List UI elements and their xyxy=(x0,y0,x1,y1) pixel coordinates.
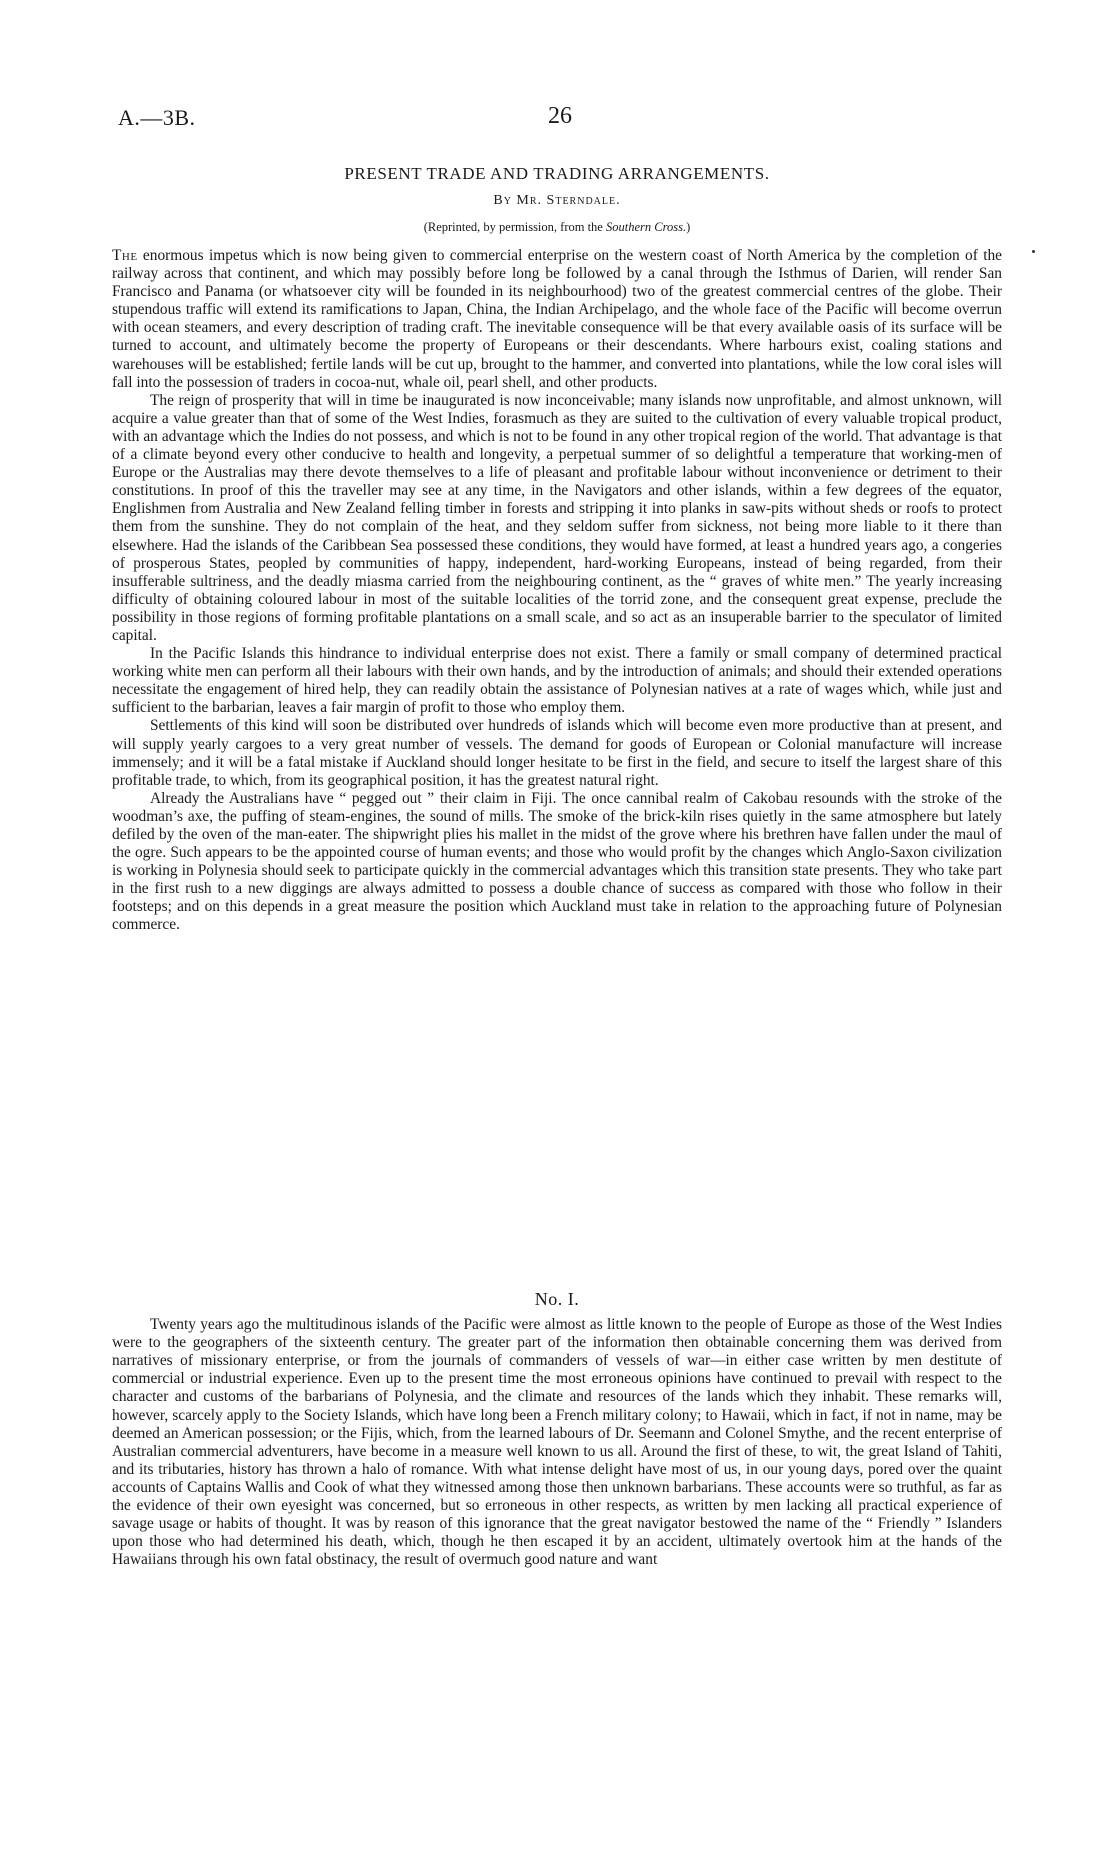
article-title: PRESENT TRADE AND TRADING ARRANGEMENTS. xyxy=(344,164,770,183)
paragraph: Twenty years ago the multitudinous islands of the Pacific were almost as little known to the people of Europe as those of the West Indies were to the geographers of the sixteenth century. The greater part of the information then obtainable concerning them was derived from narratives of missionary enterprise, or from the journals of commanders of vessels of war—in either case written by men destitute of commercial or industrial experience. Even up to the present time the most erroneous opinions have continued to prevail with respect to the character and customs of the barbarians of Polynesia, and the climate and resources of the lands which they inhabit. These remarks will, however, scarcely apply to the Society Islands, which have long been a French military colony; to Hawaii, which in fact, if not in name, may be deemed an American possession; or the Fijis, which, from the learned labours of Dr. Seemann and Colonel Smythe, and the recent enterprise of Australian commercial adventurers, have become in a measure well known to us all. Around the first of these, to wit, the great Island of Tahiti, and its tributaries, history has thrown a halo of romance. With what intense delight have most of us, in our young days, pored over the quaint accounts of Captains Wallis and Cook of what they witnessed among those then unknown barbarians. These accounts were so truthful, as far as the evidence of their own eyesight was concerned, but so erroneous in other respects, as written by men lacking all practical experience of savage usage or habits of thought. It was by reason of this ignorance that the great navigator bestowed the name of the “ Friendly ” Islanders upon those who had determined his death, which, though he then escaped it by an accident, ultimately overtook him at the hands of the Hawaiians through his own fatal obstinacy, the result of overmuch good nature and want xyxy=(112,1316,1002,1569)
article-body xyxy=(112,247,1002,935)
paragraph-text: enormous impetus which is now being given to commercial enterprise on the western coast of North America by the completion of the railway across that continent, and which may possibly before long be followed by a canal through the Isthmus of Darien, will render San Francisco and Panama (or whatsoever city will be founded in its neighbourhood) two of the greatest commercial centres of the globe. Their stupendous traffic will extend its ramifications to Japan, China, the Indian Archipelago, and the whole face of the Pacific will become overrun with ocean steamers, and every description of trading craft. The inevitable consequence will be that every available oasis of its surface will be turned to account, and ultimately become the property of Europeans or their descendants. Where harbours exist, coaling stations and warehouses will be established; fertile lands will be cut up, brought to the hammer, and converted into plantations, while the low coral isles will fall into the possession of traders in cocoa-nut, whale oil, pearl shell, and other products. xyxy=(112,247,1002,391)
ink-speck xyxy=(1032,250,1035,253)
reprint-suffix: ) xyxy=(686,220,691,234)
paragraph xyxy=(112,247,1002,392)
article-byline: By Mr. Sterndale. xyxy=(493,193,621,208)
section-heading: No. I. xyxy=(534,1289,580,1309)
reprint-source: Southern Cross. xyxy=(605,220,687,234)
page-number: 26 xyxy=(548,103,572,129)
opening-word: The xyxy=(112,247,138,264)
section-no-1 xyxy=(112,1290,1002,1569)
reprint-prefix: (Reprinted, by permission, from the xyxy=(423,220,606,234)
paragraph: In the Pacific Islands this hindrance to individual enterprise does not exist. There a family or small company of determined practical working white men can perform all their labours with their own hands, and by the introduction of animals; and should their extended operations necessitate the engagement of hired help, they can readily obtain the assistance of Polynesian natives at a rate of wages which, while just and sufficient to the barbarian, leaves a fair margin of profit to those who employ them. xyxy=(112,645,1002,717)
document-reference: A.—3B. xyxy=(118,105,196,130)
paragraph: The reign of prosperity that will in time be inaugurated is now inconceivable; many islands now unprofitable, and almost unknown, will acquire a value greater than that of some of the West Indies, forasmuch as they are suited to the cultivation of every valuable tropical product, with an advantage which the Indies do not possess, and which is not to be found in any other tropical region of the world. That advantage is that of a climate beyond every other conducive to health and longevity, a perpetual summer of so delightful a temperature that working-men of Europe or the Australias may there devote themselves to a life of pleasant and profitable labour without inconvenience or detriment to their constitutions. In proof of this the traveller may see at any time, in the Navigators and other islands, within a few degrees of the equator, Englishmen from Australia and New Zealand felling timber in forests and stripping it into planks in saw-pits without sheds or roofs to protect them from the sunshine. They do not complain of the heat, and they seldom suffer from sickness, not being more liable to it there than elsewhere. Had the islands of the Caribbean Sea possessed these conditions, they would have formed, at least a hundred years ago, a congeries of prosperous States, peopled by communities of happy, independent, hard-working Europeans, instead of being regarded, from their insufferable sultriness, and the deadly miasma carried from the neighbouring continent, as the “ graves of white men.” The yearly increasing difficulty of obtaining coloured labour in most of the suitable localities of the torrid zone, and the consequent great expense, preclude the possibility in those regions of forming profitable plantations on a small scale, and so act as an insuperable barrier to the speculator of limited capital. xyxy=(112,391,1002,644)
paragraph: Settlements of this kind will soon be distributed over hundreds of islands which will become even more productive than at present, and will supply yearly cargoes to a very great number of vessels. The demand for goods of European or Colonial manufacture will increase immensely; and it will be a fatal mistake if Auckland should longer hesitate to be first in the field, and secure to itself the largest share of this profitable trade, to which, from its geographical position, it has the greatest natural right. xyxy=(112,717,1002,789)
paragraph: Already the Australians have “ pegged out ” their claim in Fiji. The once cannibal realm of Cakobau resounds with the stroke of the woodman’s axe, the puffing of steam-engines, the sound of mills. The smoke of the brick-kiln rises quietly in the same atmosphere but lately defiled by the oven of the man-eater. The shipwright plies his mallet in the midst of the grove where his brethren have fallen under the maul of the ogre. Such appears to be the appointed course of human events; and those who would profit by the changes which Anglo-Saxon civilization is working in Polynesia should seek to participate quickly in the commercial advantages which this transition state presents. They who take part in the first rush to a new diggings are always admitted to possess a double chance of success as compared with those who follow in their footsteps; and on this depends in a great measure the position which Auckland must take in relation to the approaching future of Polynesian commerce. xyxy=(112,789,1002,934)
reprint-note xyxy=(0,220,1114,235)
page-header xyxy=(118,105,998,141)
